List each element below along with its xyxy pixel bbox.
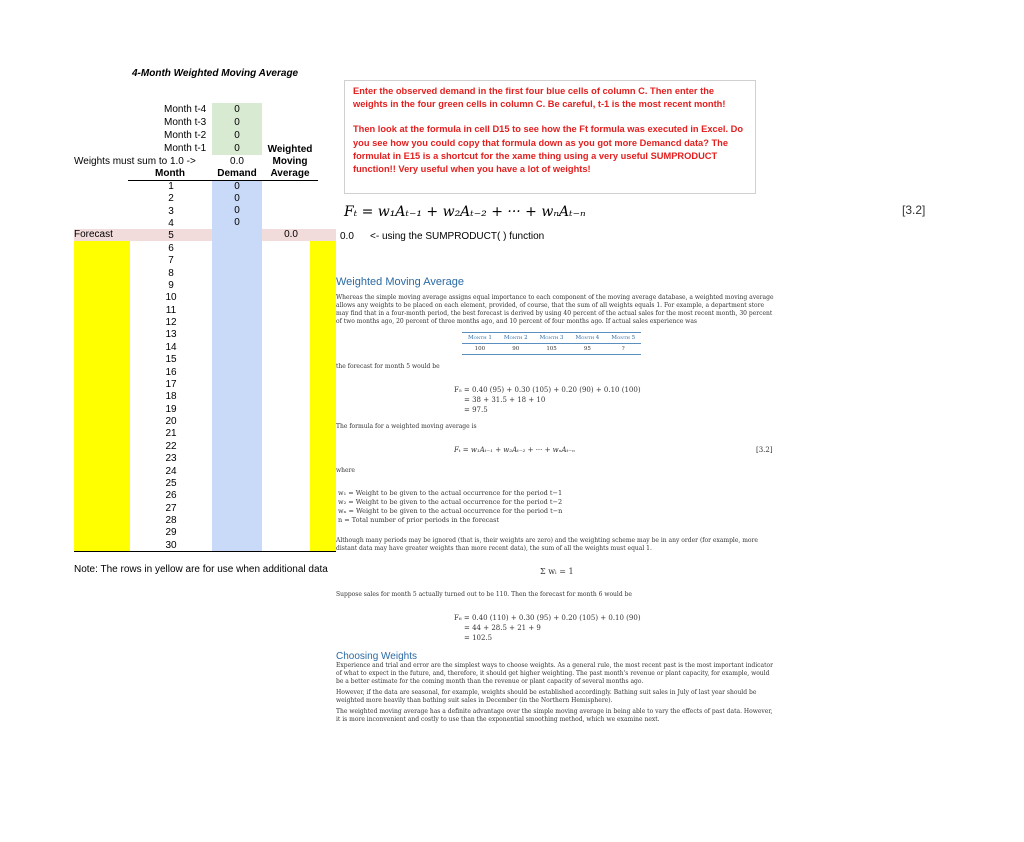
small-formula: Fₜ = w₁Aₜ₋₁ + w₂Aₜ₋₂ + ··· + wₙAₜ₋ₙ	[454, 446, 575, 454]
wma-header-line1: Weighted	[267, 144, 313, 155]
month-cell[interactable]: 23	[165, 453, 177, 465]
month-cell[interactable]: 22	[165, 440, 177, 452]
month-cell[interactable]: 9	[168, 279, 174, 291]
month-cell[interactable]: 5	[168, 230, 174, 242]
month-header: Month	[128, 168, 212, 181]
month-cell[interactable]: 7	[168, 255, 174, 267]
month-cell[interactable]: 4	[168, 218, 174, 230]
month-cell[interactable]: 30	[165, 539, 177, 551]
weights-sum-label: Weights must sum to 1.0 ->	[74, 156, 196, 167]
demand-cell-4[interactable]: 0	[234, 217, 240, 228]
month-cell[interactable]: 27	[165, 502, 177, 514]
def-wn: wₙ = Weight to be given to the actual occurrence for the period t−n	[338, 507, 563, 515]
instruction-para-1: Enter the observed demand in the first four blue cells of column C. Then enter the weights in the four green cells in column C. Be careful, t-1 is the most recent month!	[353, 86, 726, 110]
month-cell[interactable]: 13	[165, 329, 177, 341]
forecast-label: Forecast	[74, 229, 113, 240]
choosing-heading: Choosing Weights	[336, 651, 417, 662]
f5-equation	[454, 385, 776, 415]
sales-value-2: 90	[498, 344, 534, 355]
sales-table	[462, 332, 641, 355]
month-cell[interactable]: 28	[165, 514, 177, 526]
month-cell[interactable]: 19	[165, 403, 177, 415]
definitions	[338, 489, 776, 525]
month-cell[interactable]: 14	[165, 341, 177, 353]
month-cell[interactable]: 17	[165, 378, 177, 390]
sheet-title: 4-Month Weighted Moving Average	[132, 68, 299, 79]
weight-cell-t1[interactable]: 0	[234, 143, 240, 154]
choosing-para-3: The weighted moving average has a definite advantage over the simple moving average in being able to vary the effects of past data. However, it is more inconvenient and costly to use than the exponential smoothing method, which we examine next.	[336, 708, 773, 723]
weight-cell-t2[interactable]: 0	[234, 130, 240, 141]
def-w2: w₂ = Weight to be given to the actual occurrence for the period t−2	[338, 498, 563, 506]
weight-label-t1: Month t-1	[164, 143, 207, 154]
month-cell[interactable]: 26	[165, 490, 177, 502]
demand-header: Demand	[212, 168, 262, 181]
sales-value-5: ?	[605, 344, 641, 355]
book-where: where	[336, 467, 355, 474]
f5-line-1: F₅ = 0.40 (95) + 0.30 (105) + 0.20 (90) + 0.10 (100)	[454, 386, 641, 394]
formula-equation: Fₜ = w₁Aₜ₋₁ + w₂Aₜ₋₂ + ··· + wₙAₜ₋ₙ	[344, 204, 586, 220]
month-cell[interactable]: 1	[168, 181, 174, 192]
book-formula-intro: The formula for a weighted moving average is	[336, 423, 477, 430]
demand-cell-2[interactable]: 0	[234, 193, 240, 204]
month-cell[interactable]: 18	[165, 391, 177, 403]
f5-line-3: = 97.5	[464, 406, 488, 414]
month-cell[interactable]: 12	[165, 317, 177, 329]
month-cell[interactable]: 21	[165, 428, 177, 440]
sales-value-1: 100	[462, 344, 498, 355]
small-formula-tag: [3.2]	[756, 446, 773, 454]
def-w1: w₁ = Weight to be given to the actual occurrence for the period t−1	[338, 489, 563, 497]
sales-month-2: Month 2	[498, 333, 534, 344]
forecast-demand-cell[interactable]	[212, 229, 262, 241]
month-cell[interactable]: 3	[168, 205, 174, 217]
weight-label-t4: Month t-4	[164, 104, 207, 115]
demand-cell-1[interactable]: 0	[234, 181, 240, 192]
wma-header-line2: Moving	[272, 156, 308, 167]
sumproduct-note: <- using the SUMPRODUCT( ) function	[370, 231, 545, 242]
book-forecast-intro: the forecast for month 5 would be	[336, 363, 440, 370]
month-cell[interactable]: 25	[165, 477, 177, 489]
weight-cell-t4[interactable]: 0	[234, 104, 240, 115]
weights-sum-value[interactable]: 0.0	[230, 156, 244, 167]
sum-equation: Σ wᵢ = 1	[540, 567, 574, 576]
book-heading: Weighted Moving Average	[336, 276, 465, 288]
month-cell[interactable]: 11	[165, 304, 177, 316]
yellow-area-left	[74, 240, 130, 552]
weight-cell-t3[interactable]: 0	[234, 117, 240, 128]
def-n: n = Total number of prior periods in the forecast	[338, 516, 500, 524]
choosing-para-2: However, if the data are seasonal, for example, weights should be established accordingly. Bathing suit sales in July of last year should be weighted more heavily than bathing suit sales in December (in the Northern Hemisphere).	[336, 689, 757, 704]
f6-line-2: = 44 + 28.5 + 21 + 9	[464, 624, 541, 632]
small-formula-row	[336, 445, 776, 459]
book-suppose: Suppose sales for month 5 actually turned out to be 110. Then the forecast for month 6 would be	[336, 591, 632, 598]
sales-value-4: 95	[569, 344, 605, 355]
month-cell[interactable]: 24	[165, 465, 177, 477]
weight-label-t3: Month t-3	[164, 117, 207, 128]
instruction-textbox[interactable]	[344, 80, 756, 194]
yellow-area-right	[310, 240, 336, 552]
demand-cell-3[interactable]: 0	[234, 205, 240, 216]
table-bottom-rule	[74, 551, 336, 552]
sales-value-3: 105	[534, 344, 570, 355]
sales-month-4: Month 4	[569, 333, 605, 344]
book-although: Although many periods may be ignored (that is, their weights are zero) and the weighting scheme may be in any order (for example, more distant data may have greater weights than more recent data), the sum of all the weights must equal 1.	[336, 537, 758, 552]
sales-month-5: Month 5	[605, 333, 641, 344]
f6-line-1: F₆ = 0.40 (110) + 0.30 (95) + 0.20 (105) + 0.10 (90)	[454, 614, 641, 622]
month-cell[interactable]: 15	[165, 354, 177, 366]
month-cell[interactable]: 10	[165, 292, 177, 304]
f6-equation	[454, 613, 776, 643]
textbook-excerpt	[336, 276, 776, 724]
formula-tag: [3.2]	[902, 203, 926, 217]
f5-line-2: = 38 + 31.5 + 18 + 10	[464, 396, 546, 404]
wma-header-line3: Average	[262, 168, 318, 181]
forecast-value[interactable]: 0.0	[284, 229, 298, 240]
month-cell[interactable]: 6	[168, 242, 174, 254]
month-cell[interactable]: 8	[168, 267, 174, 279]
month-cell[interactable]: 16	[165, 366, 177, 378]
choosing-para-1: Experience and trial and error are the simplest ways to choose weights. As a general rule, the most recent past is the most important indicator of what to expect in the future, and, therefore, it should get higher weighting. The past month's revenue or plant capacity, for example, would be a better estimate for the coming month than the revenue or plant capacity of several months ago.	[336, 662, 773, 685]
book-intro: Whereas the simple moving average assigns equal importance to each component of the moving average database, a weighted moving average allows any weights to be placed on each element, provided, of course, that the sum of all weights equals 1. For example, a department store may find that in a four-month period, the best forecast is derived by using 40 percent of the actual sales for the most recent month, 30 percent of two months ago, 20 percent of three months ago, and 10 percent of four months ago. If actual sales experience was	[336, 294, 774, 325]
month-cell[interactable]: 20	[165, 416, 177, 428]
instruction-para-2: Then look at the formula in cell D15 to see how the Ft formula was executed in Excel. Do you see how you could copy that formula down as you got more Demancd data? The formulat in E15 is a shortcut for the xame thing using a very useful SUMPRODUCT function!! Very useful when you have a lot of weights!	[353, 124, 744, 175]
spreadsheet	[0, 0, 340, 842]
weight-label-t2: Month t-2	[164, 130, 207, 141]
sumproduct-value[interactable]: 0.0	[340, 231, 354, 242]
sales-month-1: Month 1	[462, 333, 498, 344]
f6-line-3: = 102.5	[464, 634, 493, 642]
month-cell[interactable]: 2	[168, 193, 174, 205]
month-cell[interactable]: 29	[165, 527, 177, 539]
yellow-rows-note: Note: The rows in yellow are for use when additional data	[74, 564, 328, 575]
sales-month-3: Month 3	[534, 333, 570, 344]
